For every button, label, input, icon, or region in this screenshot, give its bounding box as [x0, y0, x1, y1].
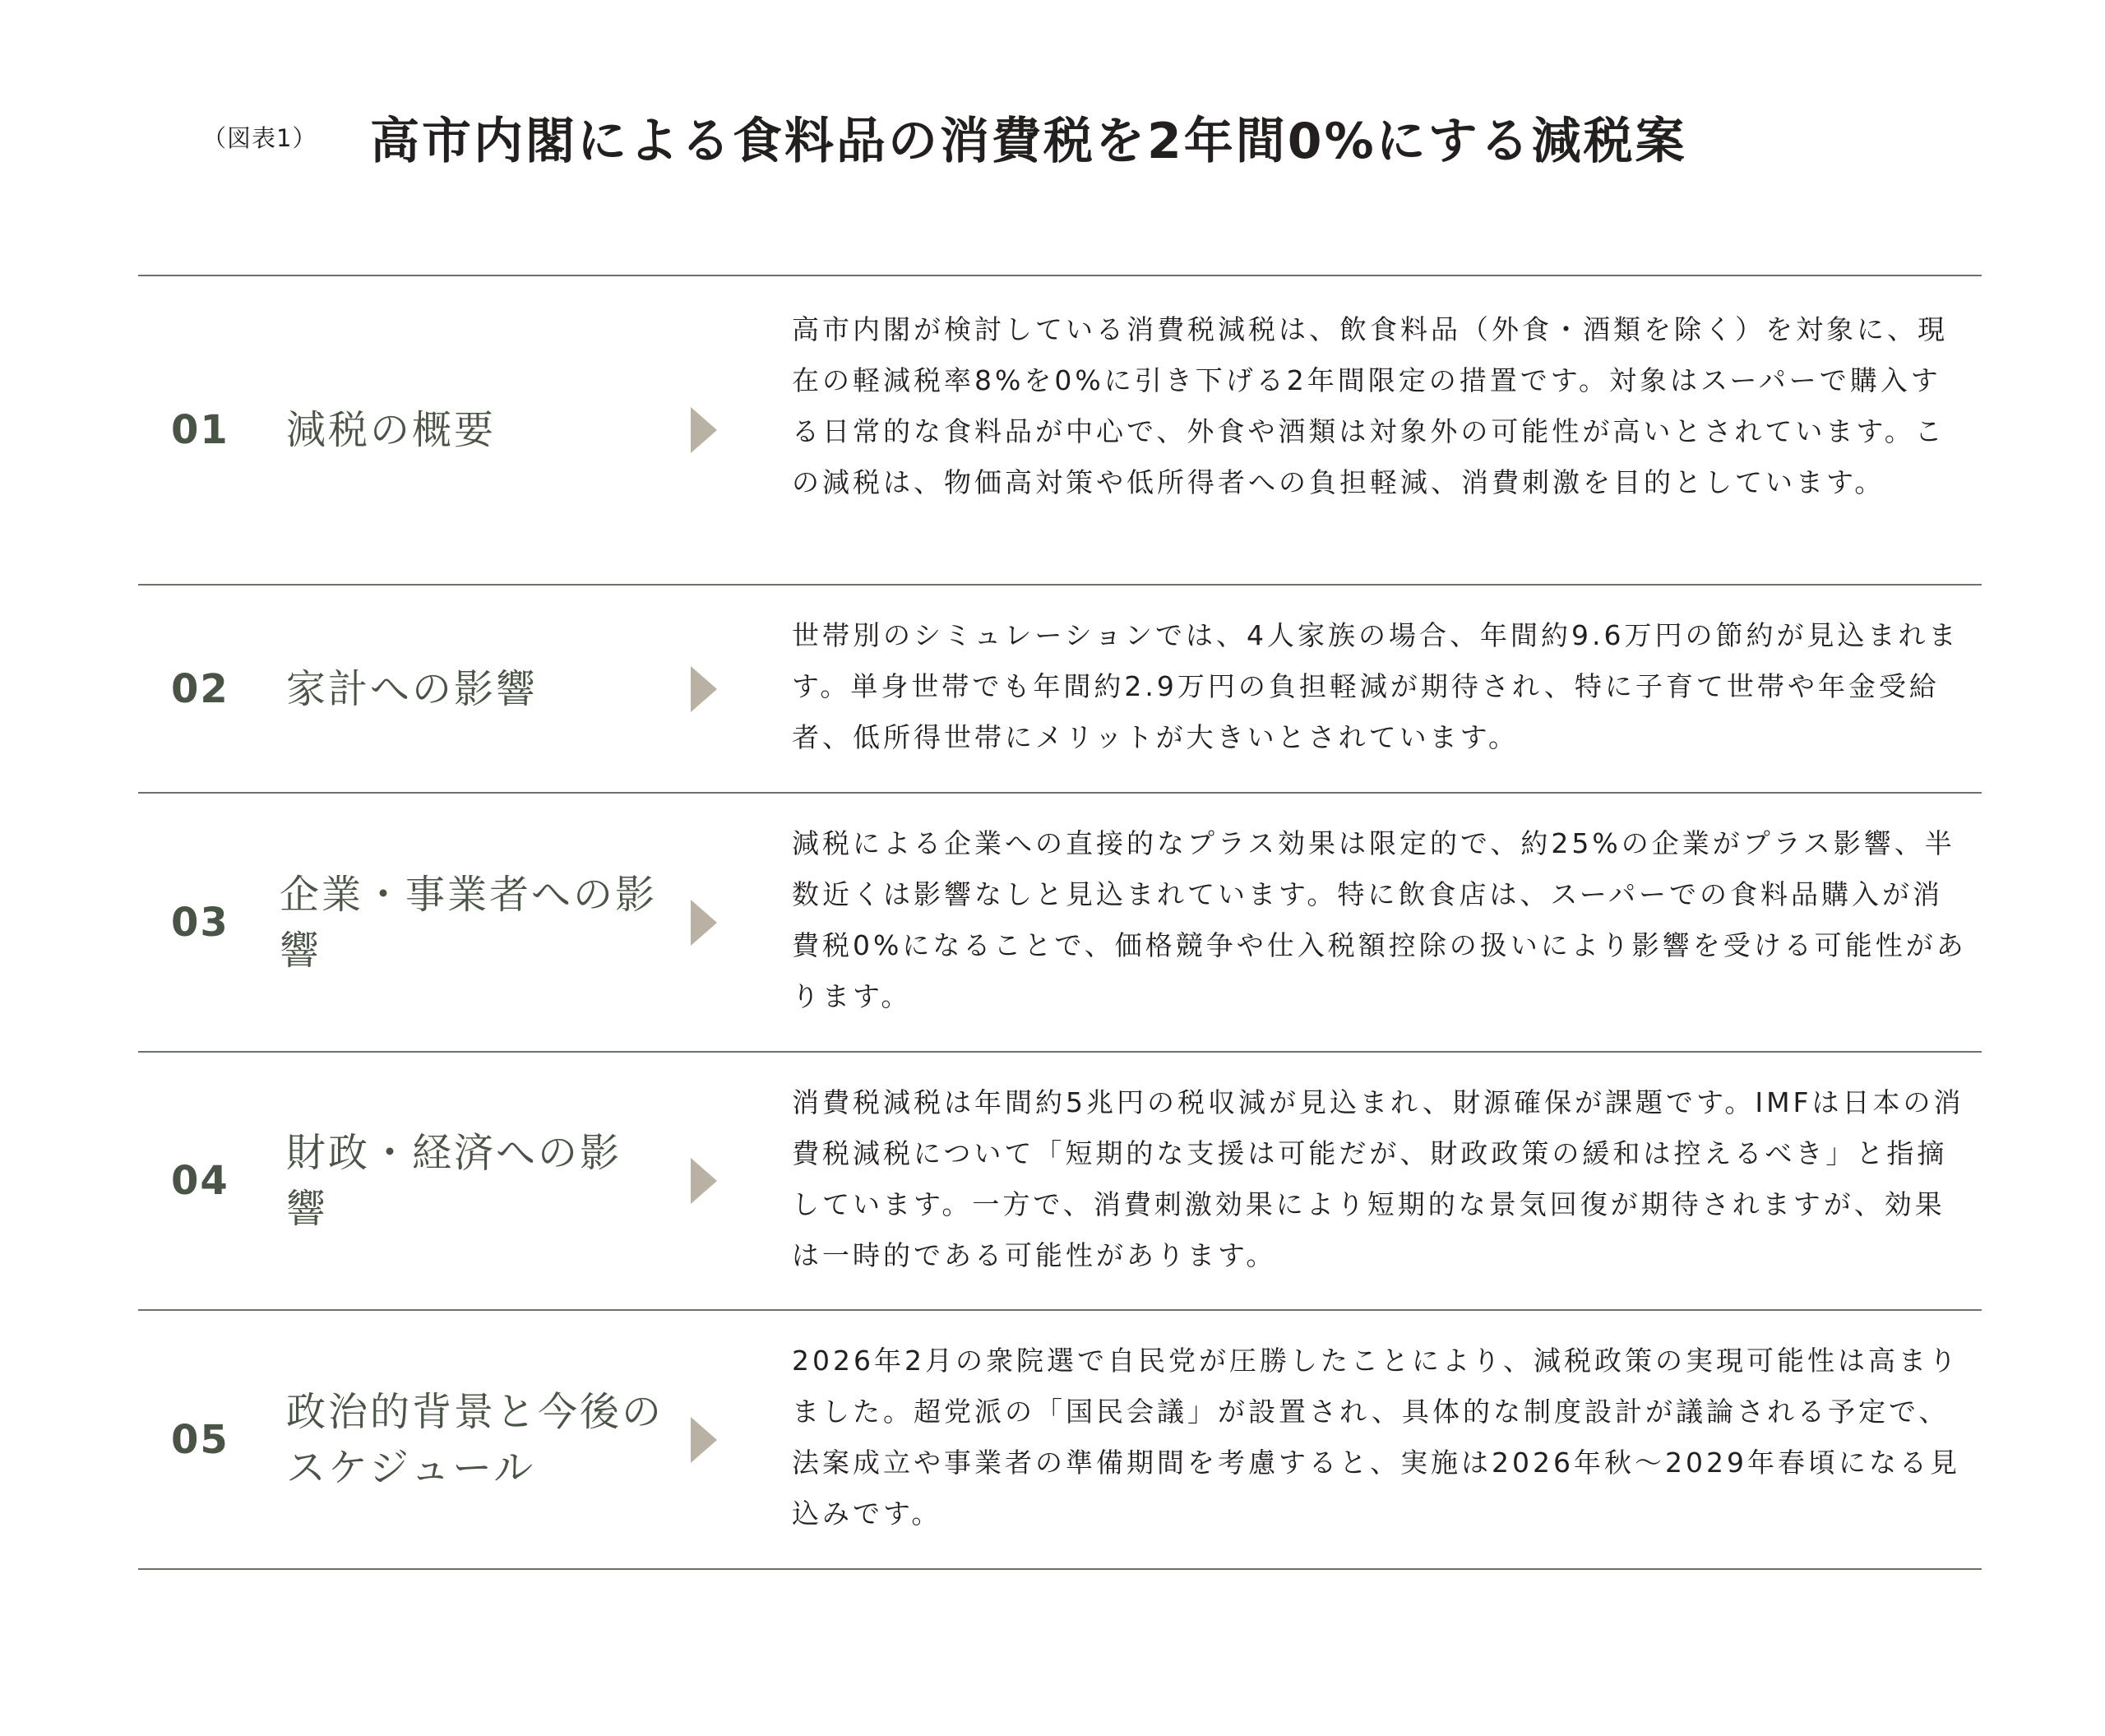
row-text: 高市内閣が検討している消費税減税は、飲食料品（外食・酒類を除く）を対象に、現在の軽減税率8%を0%に引き下げる2年間限定の措置です。対象はスーパーで購入する日常的な食料品が中心で、外食や酒類は対象外の可能性が高いとされています。この減税は、物価高対策や低所得者への負担軽減、消費刺激を目的としています。 — [792, 313, 1948, 498]
row-label: 減税の概要 — [286, 407, 497, 453]
triangle-right-icon — [691, 1417, 717, 1463]
row-number: 04 — [171, 1158, 229, 1204]
table-row — [138, 1309, 1982, 1570]
summary-table — [138, 275, 1982, 1570]
triangle-right-icon — [691, 666, 717, 712]
row-label: 財政・経済への影響 — [286, 1130, 622, 1232]
triangle-right-icon — [691, 407, 717, 453]
triangle-right-icon — [691, 1158, 717, 1204]
triangle-right-icon — [691, 900, 717, 946]
row-text: 2026年2月の衆院選で自民党が圧勝したことにより、減税政策の実現可能性は高まりました。超党派の「国民会議」が設置され、具体的な制度設計が議論される予定で、法案成立や事業者の準備期間を考慮すると、実施は2026年秋～2029年春頃になる見込みです。 — [792, 1345, 1960, 1530]
row-number: 03 — [171, 899, 229, 946]
table-row — [138, 584, 1982, 792]
row-label: 政治的背景と今後のスケジュール — [286, 1388, 664, 1491]
table-row — [138, 792, 1982, 1051]
row-number: 01 — [171, 407, 229, 453]
page-title: 高市内閣による食料品の消費税を2年間0%にする減税案 — [370, 113, 1687, 170]
table-row — [138, 1051, 1982, 1309]
row-text: 減税による企業への直接的なプラス効果は限定的で、約25%の企業がプラス影響、半数近くは影響なしと見込まれています。特に飲食店は、スーパーでの食料品購入が消費税0%になることで、価格競争や仕入税額控除の扱いにより影響を受ける可能性があります。 — [792, 827, 1967, 1012]
row-number: 05 — [171, 1416, 229, 1463]
row-label: 家計への影響 — [286, 665, 539, 712]
row-label: 企業・事業者への影響 — [280, 871, 658, 974]
figure-label: （図表1） — [202, 124, 317, 152]
row-text: 消費税減税は年間約5兆円の税収減が見込まれ、財源確保が課題です。IMFは日本の消費税減税について「短期的な支援は可能だが、財政政策の緩和は控えるべき」と指摘しています。一方で、消費刺激効果により短期的な景気回復が期待されますが、効果は一時的である可能性があります。 — [792, 1086, 1964, 1271]
row-text: 世帯別のシミュレーションでは、4人家族の場合、年間約9.6万円の節約が見込まれます。単身世帯でも年間約2.9万円の負担軽減が期待され、特に子育て世帯や年金受給者、低所得世帯にメリットが大きいとされています。 — [792, 619, 1959, 753]
table-row — [138, 275, 1982, 584]
row-number: 02 — [171, 665, 229, 712]
